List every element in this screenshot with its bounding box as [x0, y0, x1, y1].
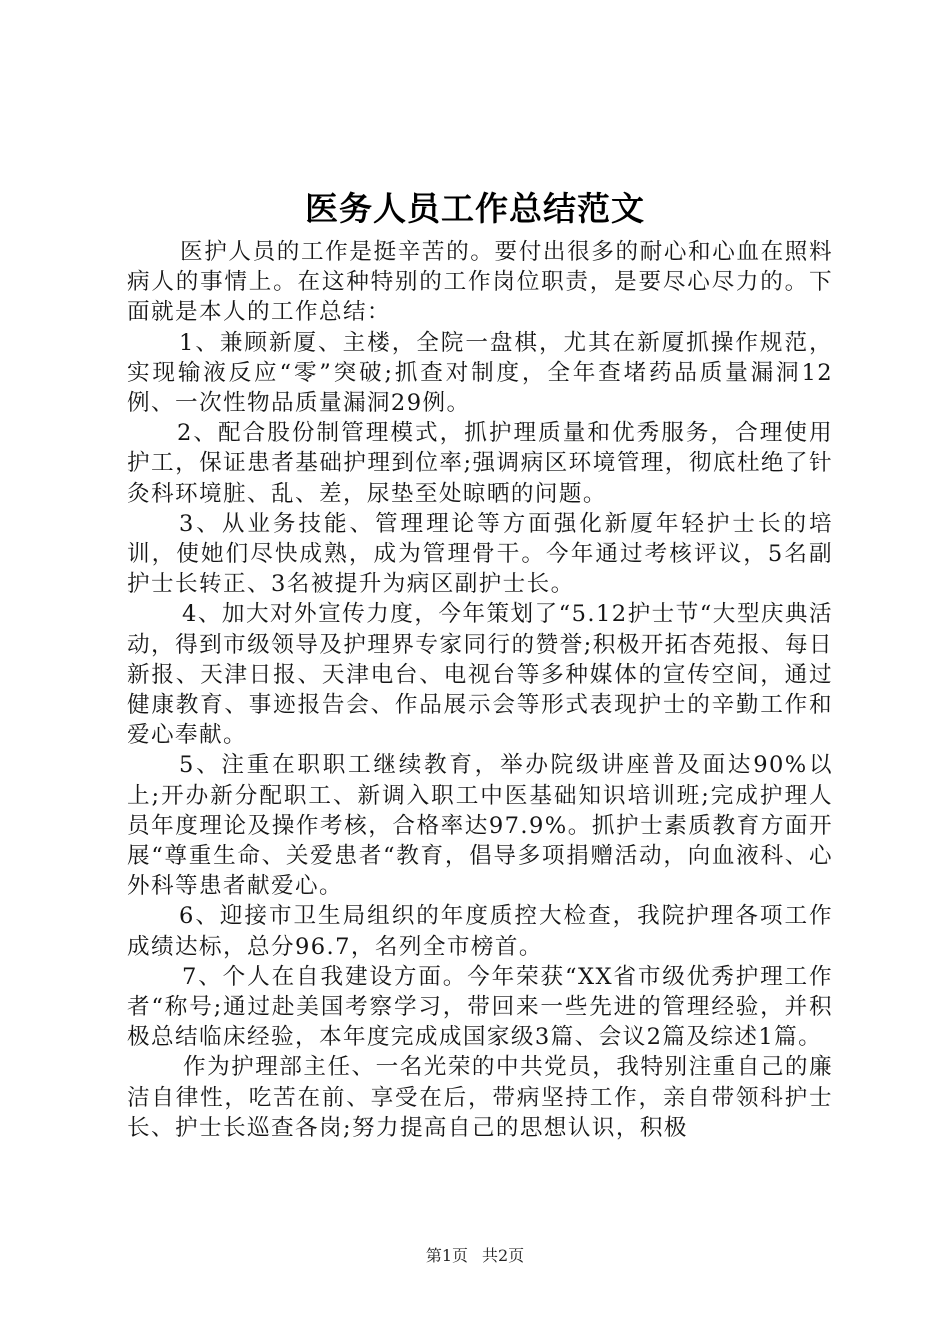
item-paragraph-7: 7、个人在自我建设方面。今年荣获“XX省市级优秀护理工作者“称号;通过赴美国考察学习，带回来一些先进的管理经验，并积极总结临床经验，本年度完成成国家级3篇、会议2篇及综述1篇。 [127, 963, 833, 1051]
item-paragraph-2: 2、配合股份制管理模式，抓护理质量和优秀服务，合理使用护工，保证患者基础护理到位率;强调病区环境管理，彻底杜绝了针灸科环境脏、乱、差，尿垫至处晾晒的问题。 [127, 420, 833, 507]
item-paragraph-1: 1、兼顾新厦、主楼，全院一盘棋，尤其在新厦抓操作规范，实现输液反应“零”突破;抓查对制度，全年查堵药品质量漏洞12例、一次性物品质量漏洞29例。 [127, 329, 833, 417]
page-footer [0, 1246, 950, 1266]
item-paragraph-6: 6、迎接市卫生局组织的年度质控大检查，我院护理各项工作成绩达标，总分96.7，名列全市榜首。 [127, 903, 833, 960]
document-title: 医务人员工作总结范文 [305, 189, 645, 228]
page-number: 第1页 [425, 1246, 468, 1265]
closing-paragraph: 作为护理部主任、一名光荣的中共党员，我特别注重自己的廉洁自律性，吃苦在前、享受在后，带病坚持工作，亲自带领科护士长、护士长巡查各岗;努力提高自己的思想认识，积极 [127, 1054, 833, 1141]
item-paragraph-3: 3、从业务技能、管理理论等方面强化新厦年轻护士长的培训，使她们尽快成熟，成为管理骨干。今年通过考核评议，5名副护士长转正、3名被提升为病区副护士长。 [127, 510, 833, 598]
item-paragraph-5: 5、注重在职职工继续教育，举办院级讲座普及面达90%以上;开办新分配职工、新调入职工中医基础知识培训班;完成护理人员年度理论及操作考核，合格率达97.9%。抓护士素质教育方面开展“尊重生命、关爱患者“教育，倡导多项捐赠活动，向血液科、心外科等患者献爱心。 [127, 752, 833, 900]
item-paragraph-4: 4、加大对外宣传力度，今年策划了“5.12护士节“大型庆典活动，得到市级领导及护理界专家同行的赞誉;积极开拓杏苑报、每日新报、天津日报、天津电台、电视台等多种媒体的宣传空间，通过健康教育、事迹报告会、作品展示会等形式表现护士的辛勤工作和爱心奉献。 [127, 601, 833, 749]
document-body [127, 237, 833, 1143]
page-total: 共2页 [482, 1246, 525, 1265]
intro-paragraph: 医护人员的工作是挺辛苦的。要付出很多的耐心和心血在照料病人的事情上。在这种特别的工作岗位职责，是要尽心尽力的。下面就是本人的工作总结： [127, 239, 833, 326]
